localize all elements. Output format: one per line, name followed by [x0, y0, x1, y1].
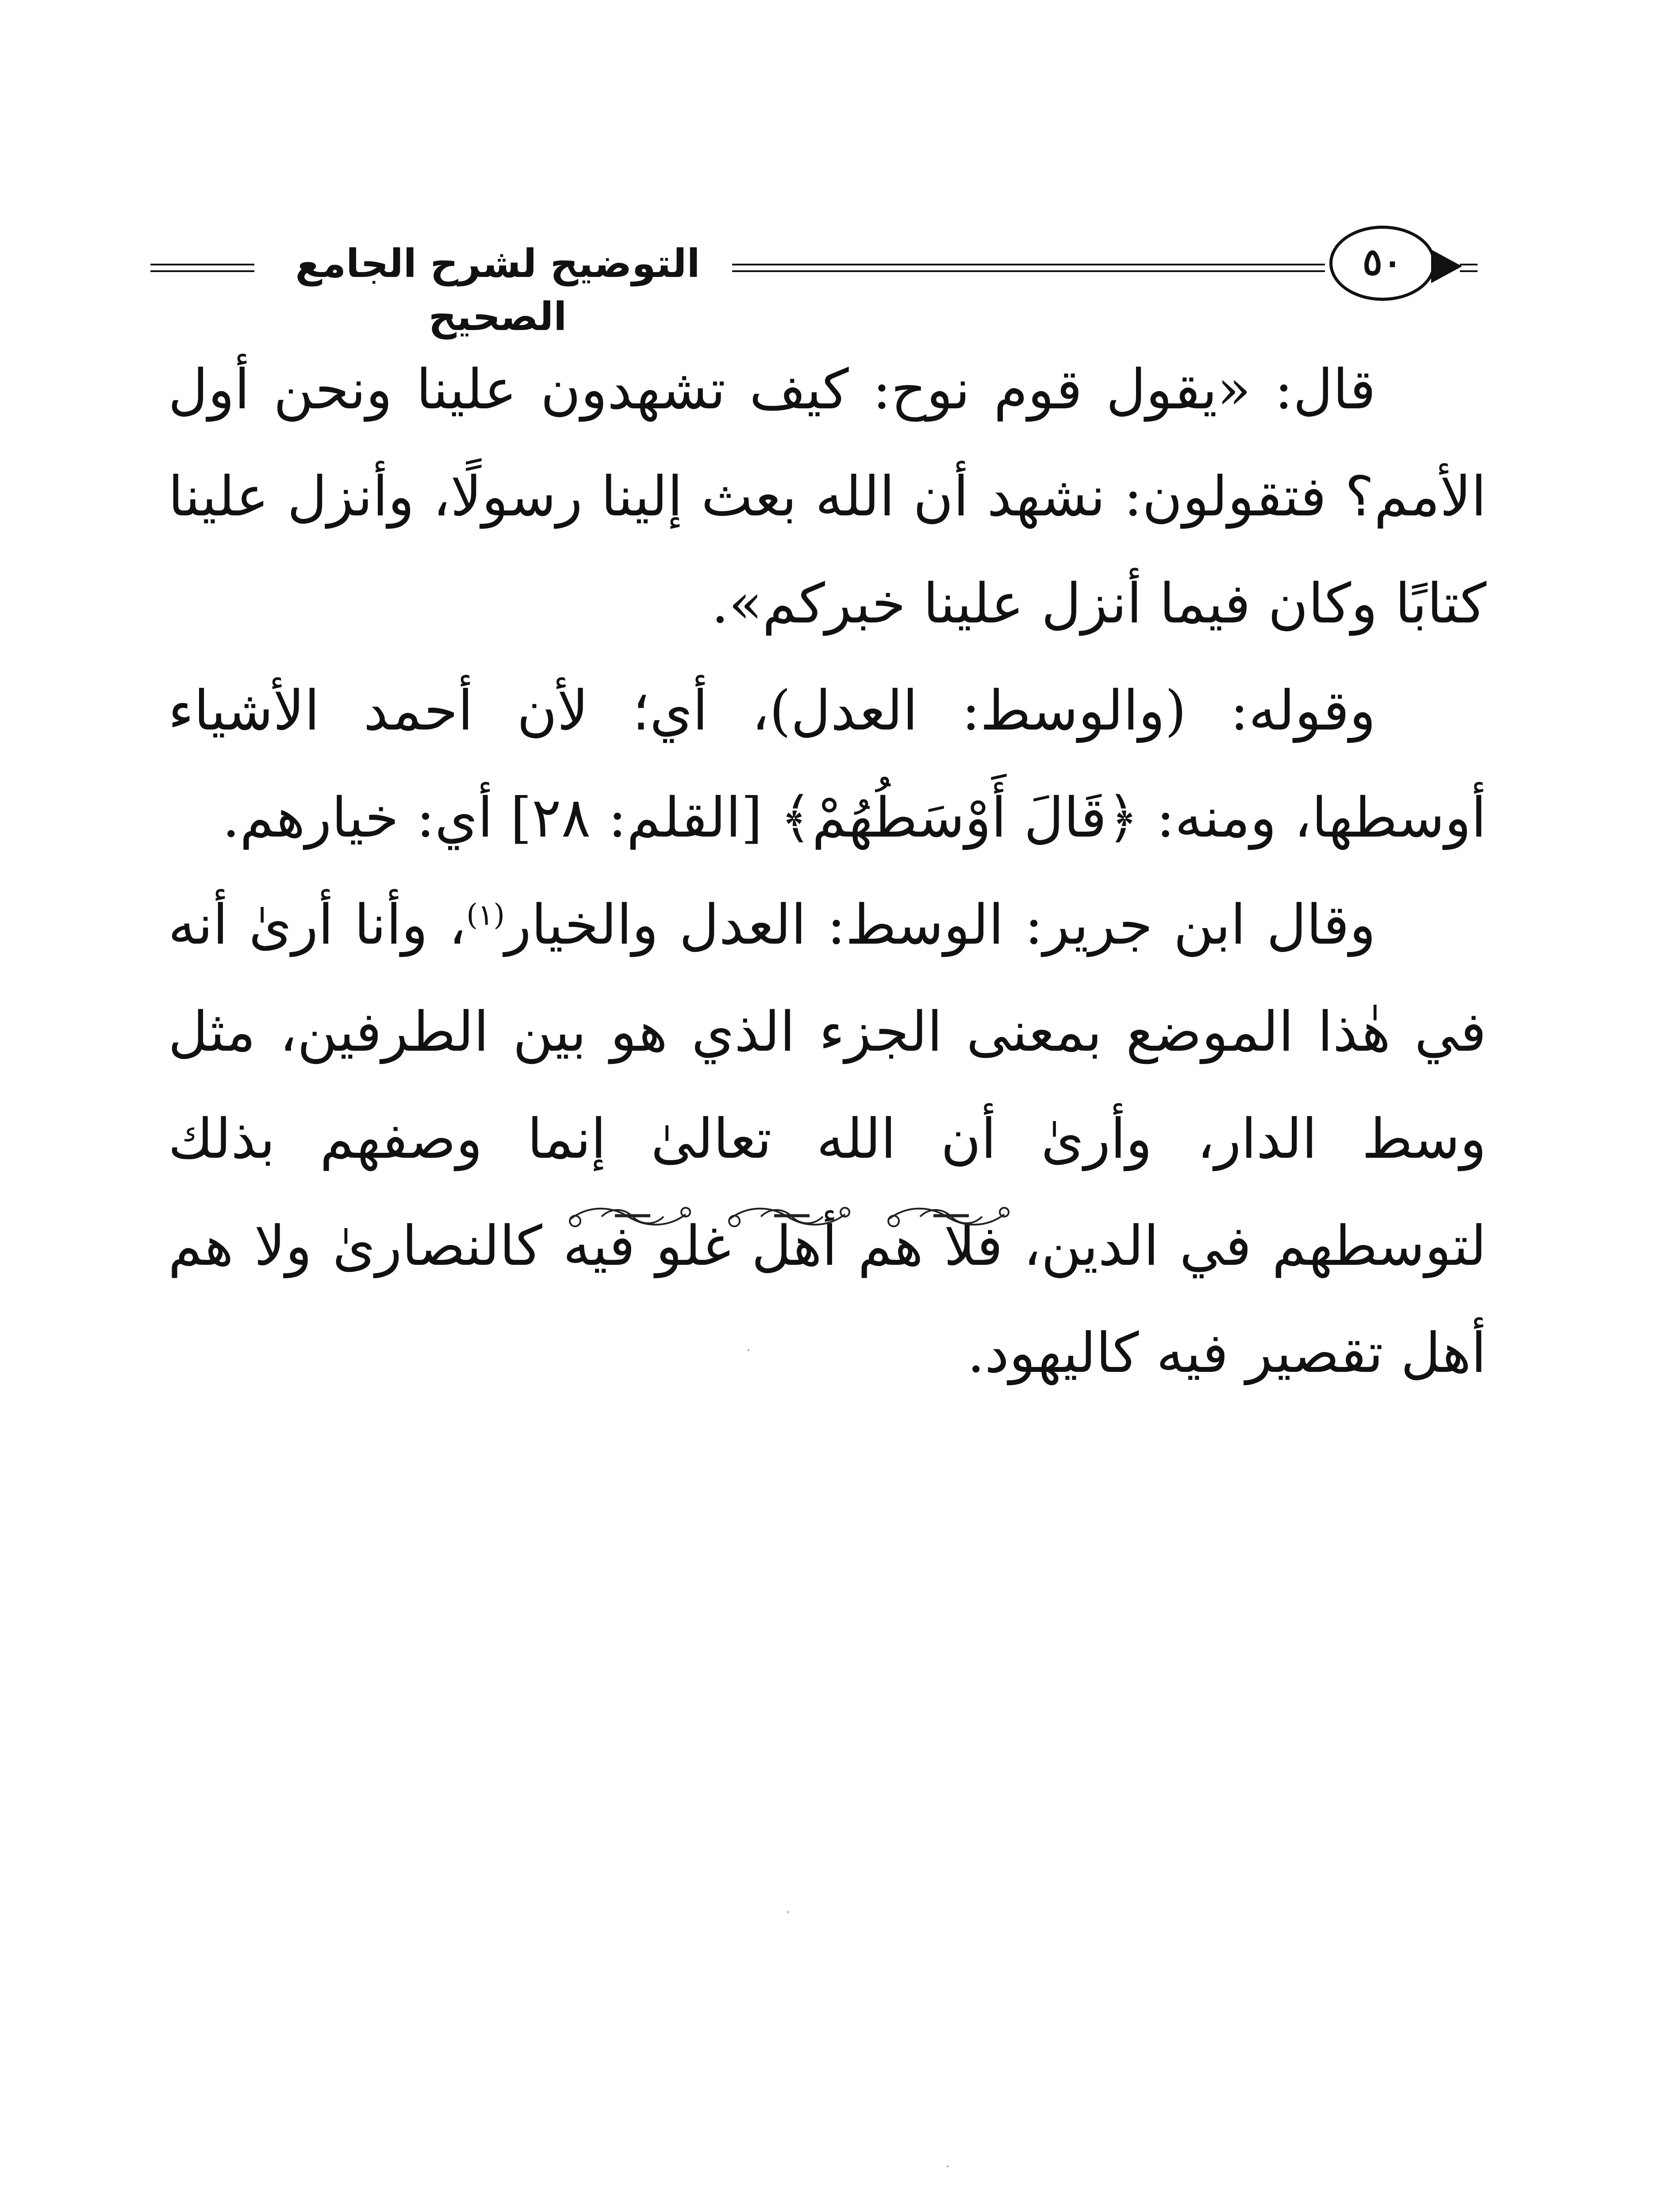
paper-speck — [947, 2166, 948, 2167]
paragraph-2-text-b: [القلم: ٢٨] أي: خيارهم. — [222, 786, 780, 850]
footnote-reference: (١) — [466, 898, 505, 932]
paper-speck — [748, 1349, 749, 1351]
paragraph-2-text-a: وقوله: (والوسط: العدل)، أي؛ لأن أحمد الأشياء أوسطها، ومنه: — [168, 679, 1486, 850]
paper-speck — [787, 1911, 789, 1913]
header-rule-middle — [732, 264, 1325, 272]
paragraph-3-text-a: وقال ابن جرير: الوسط: العدل والخيار — [505, 893, 1376, 957]
book-title: التوضيح لشرح الجامع الصحيح — [295, 241, 700, 339]
paragraph-2 — [168, 657, 1486, 872]
main-text — [168, 336, 1486, 1407]
paragraph-3 — [168, 872, 1486, 1407]
page-number: ٥٠ — [1329, 226, 1436, 301]
header-rule-left — [150, 264, 254, 272]
running-header — [150, 221, 1478, 339]
paragraph-1: قال: «يقول قوم نوح: كيف تشهدون علينا ونحن أول الأمم؟ فتقولون: نشهد أن الله بعث إلينا رسولًا، وأنزل علينا كتابًا وكان فيما أنزل علينا خبركم». — [168, 358, 1486, 636]
section-divider-ornament — [562, 1194, 1026, 1239]
header-rule-right — [1460, 264, 1478, 272]
page-badge-pointer — [1431, 250, 1462, 283]
quran-quote: ﴿قَالَ أَوْسَطُهُمْ﴾ — [779, 786, 1139, 850]
paragraph-3-text-b: ، وأنا أرىٰ أنه في هٰذا الموضع بمعنى الجزء الذي هو بين الطرفين، مثل وسط الدار، وأرىٰ أن الله تعالىٰ إنما وصفهم بذلك لتوسطهم في الدين، فلا هم أهل غلو فيه كالنصارىٰ ولا هم أهل تقصير فيه كاليهود. — [168, 893, 1486, 1385]
